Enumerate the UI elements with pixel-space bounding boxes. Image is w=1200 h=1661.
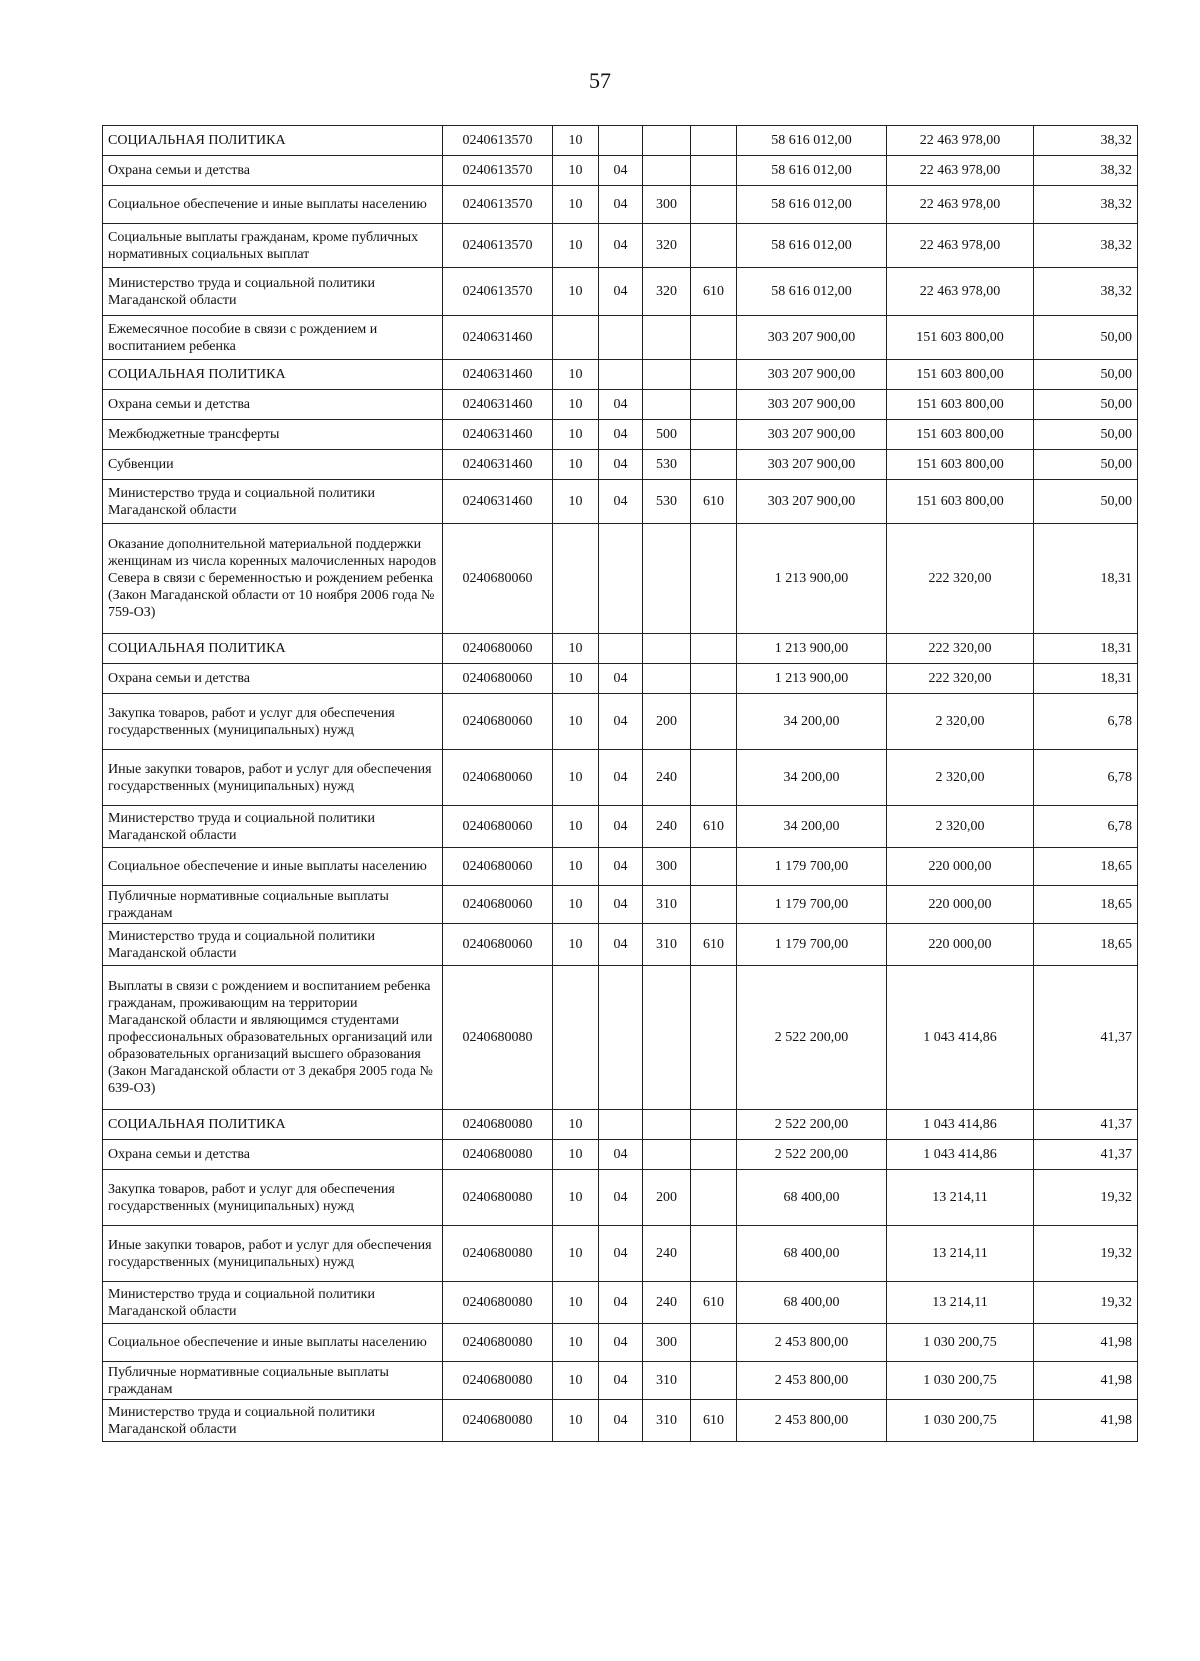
row-expense-type: 240 xyxy=(643,750,691,806)
row-plan-amount: 2 453 800,00 xyxy=(737,1362,887,1400)
row-percent: 38,32 xyxy=(1034,156,1138,186)
row-actual-amount: 1 030 200,75 xyxy=(887,1362,1034,1400)
row-org-code xyxy=(691,634,737,664)
row-subsection: 04 xyxy=(599,1170,643,1226)
row-actual-amount: 151 603 800,00 xyxy=(887,450,1034,480)
row-org-code xyxy=(691,694,737,750)
row-section: 10 xyxy=(553,1362,599,1400)
row-name: СОЦИАЛЬНАЯ ПОЛИТИКА xyxy=(103,126,443,156)
table-row xyxy=(103,360,1138,390)
row-plan-amount: 58 616 012,00 xyxy=(737,268,887,316)
table-row xyxy=(103,694,1138,750)
row-expense-type xyxy=(643,664,691,694)
row-subsection: 04 xyxy=(599,848,643,886)
row-expense-type: 320 xyxy=(643,224,691,268)
table-row xyxy=(103,1282,1138,1324)
row-org-code xyxy=(691,420,737,450)
row-name: Охрана семьи и детства xyxy=(103,390,443,420)
row-subsection: 04 xyxy=(599,806,643,848)
row-subsection: 04 xyxy=(599,1400,643,1442)
row-subsection: 04 xyxy=(599,1324,643,1362)
table-row xyxy=(103,390,1138,420)
row-name: Закупка товаров, работ и услуг для обеспечения государственных (муниципальных) нужд xyxy=(103,694,443,750)
row-name: Министерство труда и социальной политики Магаданской области xyxy=(103,480,443,524)
row-target-code: 0240680060 xyxy=(443,664,553,694)
row-section: 10 xyxy=(553,1226,599,1282)
row-org-code: 610 xyxy=(691,924,737,966)
row-subsection xyxy=(599,524,643,634)
row-actual-amount: 1 043 414,86 xyxy=(887,966,1034,1110)
row-expense-type: 240 xyxy=(643,1226,691,1282)
row-plan-amount: 68 400,00 xyxy=(737,1282,887,1324)
row-plan-amount: 68 400,00 xyxy=(737,1226,887,1282)
row-plan-amount: 68 400,00 xyxy=(737,1170,887,1226)
row-actual-amount: 13 214,11 xyxy=(887,1282,1034,1324)
row-section: 10 xyxy=(553,156,599,186)
table-row xyxy=(103,1324,1138,1362)
row-name: Социальное обеспечение и иные выплаты населению xyxy=(103,848,443,886)
row-percent: 18,31 xyxy=(1034,664,1138,694)
row-section: 10 xyxy=(553,420,599,450)
row-expense-type: 240 xyxy=(643,1282,691,1324)
row-plan-amount: 58 616 012,00 xyxy=(737,224,887,268)
row-expense-type xyxy=(643,156,691,186)
row-plan-amount: 1 179 700,00 xyxy=(737,848,887,886)
row-name: Социальное обеспечение и иные выплаты населению xyxy=(103,186,443,224)
row-subsection xyxy=(599,1110,643,1140)
row-actual-amount: 222 320,00 xyxy=(887,664,1034,694)
row-target-code: 0240631460 xyxy=(443,480,553,524)
row-name: Закупка товаров, работ и услуг для обеспечения государственных (муниципальных) нужд xyxy=(103,1170,443,1226)
table-row xyxy=(103,450,1138,480)
row-section: 10 xyxy=(553,268,599,316)
table-row xyxy=(103,420,1138,450)
table-row xyxy=(103,1110,1138,1140)
row-plan-amount: 58 616 012,00 xyxy=(737,126,887,156)
row-org-code xyxy=(691,1362,737,1400)
row-subsection: 04 xyxy=(599,750,643,806)
row-org-code xyxy=(691,664,737,694)
row-actual-amount: 1 030 200,75 xyxy=(887,1400,1034,1442)
row-actual-amount: 13 214,11 xyxy=(887,1170,1034,1226)
row-expense-type: 310 xyxy=(643,924,691,966)
row-actual-amount: 22 463 978,00 xyxy=(887,268,1034,316)
row-section: 10 xyxy=(553,1140,599,1170)
row-name: СОЦИАЛЬНАЯ ПОЛИТИКА xyxy=(103,634,443,664)
row-plan-amount: 2 453 800,00 xyxy=(737,1400,887,1442)
row-subsection xyxy=(599,360,643,390)
row-expense-type: 300 xyxy=(643,186,691,224)
row-target-code: 0240680060 xyxy=(443,694,553,750)
row-expense-type: 310 xyxy=(643,886,691,924)
row-expense-type: 300 xyxy=(643,1324,691,1362)
row-percent: 6,78 xyxy=(1034,806,1138,848)
row-target-code: 0240613570 xyxy=(443,156,553,186)
row-section: 10 xyxy=(553,450,599,480)
row-target-code: 0240680060 xyxy=(443,524,553,634)
row-section: 10 xyxy=(553,480,599,524)
row-org-code: 610 xyxy=(691,480,737,524)
row-subsection: 04 xyxy=(599,156,643,186)
row-percent: 41,98 xyxy=(1034,1324,1138,1362)
row-org-code xyxy=(691,224,737,268)
row-percent: 19,32 xyxy=(1034,1282,1138,1324)
row-section: 10 xyxy=(553,1282,599,1324)
row-subsection: 04 xyxy=(599,694,643,750)
row-percent: 18,65 xyxy=(1034,924,1138,966)
row-plan-amount: 1 179 700,00 xyxy=(737,924,887,966)
row-target-code: 0240613570 xyxy=(443,126,553,156)
table-row xyxy=(103,524,1138,634)
table-row xyxy=(103,1362,1138,1400)
row-name: Ежемесячное пособие в связи с рождением и воспитанием ребенка xyxy=(103,316,443,360)
row-subsection: 04 xyxy=(599,268,643,316)
row-target-code: 0240680080 xyxy=(443,1140,553,1170)
row-subsection: 04 xyxy=(599,924,643,966)
row-org-code xyxy=(691,1170,737,1226)
row-actual-amount: 1 043 414,86 xyxy=(887,1140,1034,1170)
row-section: 10 xyxy=(553,1400,599,1442)
row-expense-type xyxy=(643,524,691,634)
row-org-code xyxy=(691,1110,737,1140)
row-plan-amount: 303 207 900,00 xyxy=(737,316,887,360)
row-org-code xyxy=(691,360,737,390)
row-percent: 18,65 xyxy=(1034,848,1138,886)
row-expense-type: 500 xyxy=(643,420,691,450)
row-plan-amount: 2 522 200,00 xyxy=(737,966,887,1110)
row-org-code: 610 xyxy=(691,806,737,848)
row-percent: 41,37 xyxy=(1034,966,1138,1110)
row-org-code xyxy=(691,1324,737,1362)
row-name: Охрана семьи и детства xyxy=(103,664,443,694)
row-plan-amount: 303 207 900,00 xyxy=(737,420,887,450)
row-expense-type xyxy=(643,966,691,1110)
table-row xyxy=(103,268,1138,316)
row-section: 10 xyxy=(553,126,599,156)
row-plan-amount: 58 616 012,00 xyxy=(737,186,887,224)
row-actual-amount: 13 214,11 xyxy=(887,1226,1034,1282)
row-subsection: 04 xyxy=(599,480,643,524)
row-target-code: 0240680080 xyxy=(443,1362,553,1400)
row-name: Иные закупки товаров, работ и услуг для обеспечения государственных (муниципальных) нужд xyxy=(103,1226,443,1282)
row-expense-type: 320 xyxy=(643,268,691,316)
row-subsection: 04 xyxy=(599,886,643,924)
row-name: Оказание дополнительной материальной поддержки женщинам из числа коренных малочисленных народов Севера в связи с беременностью и рождением ребенка (Закон Магаданской области от 10 ноября 2006 года № 759-ОЗ) xyxy=(103,524,443,634)
row-expense-type xyxy=(643,360,691,390)
row-actual-amount: 151 603 800,00 xyxy=(887,480,1034,524)
row-expense-type xyxy=(643,1140,691,1170)
row-name: СОЦИАЛЬНАЯ ПОЛИТИКА xyxy=(103,360,443,390)
row-percent: 50,00 xyxy=(1034,390,1138,420)
row-org-code xyxy=(691,1140,737,1170)
row-name: Иные закупки товаров, работ и услуг для обеспечения государственных (муниципальных) нужд xyxy=(103,750,443,806)
row-percent: 41,37 xyxy=(1034,1140,1138,1170)
row-name: Социальные выплаты гражданам, кроме публичных нормативных социальных выплат xyxy=(103,224,443,268)
row-plan-amount: 303 207 900,00 xyxy=(737,450,887,480)
row-percent: 50,00 xyxy=(1034,480,1138,524)
table-row xyxy=(103,634,1138,664)
row-percent: 38,32 xyxy=(1034,186,1138,224)
row-subsection: 04 xyxy=(599,1140,643,1170)
table-row xyxy=(103,806,1138,848)
row-target-code: 0240680080 xyxy=(443,1324,553,1362)
table-row xyxy=(103,848,1138,886)
row-expense-type: 530 xyxy=(643,450,691,480)
row-target-code: 0240680060 xyxy=(443,806,553,848)
row-section xyxy=(553,966,599,1110)
row-expense-type: 240 xyxy=(643,806,691,848)
row-target-code: 0240631460 xyxy=(443,360,553,390)
row-name: Министерство труда и социальной политики Магаданской области xyxy=(103,1400,443,1442)
row-subsection: 04 xyxy=(599,450,643,480)
row-name: Министерство труда и социальной политики Магаданской области xyxy=(103,268,443,316)
row-plan-amount: 58 616 012,00 xyxy=(737,156,887,186)
row-subsection: 04 xyxy=(599,664,643,694)
row-percent: 18,31 xyxy=(1034,524,1138,634)
row-actual-amount: 220 000,00 xyxy=(887,924,1034,966)
table-row xyxy=(103,1400,1138,1442)
row-actual-amount: 151 603 800,00 xyxy=(887,316,1034,360)
table-row xyxy=(103,664,1138,694)
row-target-code: 0240680080 xyxy=(443,1170,553,1226)
row-name: Выплаты в связи с рождением и воспитанием ребенка гражданам, проживающим на территории Магаданской области и являющимся студентами профессиональных образовательных организаций или образовательных организаций высшего образования (Закон Магаданской области от 3 декабря 2005 года № 639-ОЗ) xyxy=(103,966,443,1110)
row-subsection: 04 xyxy=(599,186,643,224)
row-expense-type xyxy=(643,126,691,156)
row-target-code: 0240680080 xyxy=(443,1226,553,1282)
row-expense-type: 310 xyxy=(643,1362,691,1400)
row-percent: 38,32 xyxy=(1034,268,1138,316)
table-row xyxy=(103,924,1138,966)
row-org-code xyxy=(691,524,737,634)
row-plan-amount: 1 213 900,00 xyxy=(737,664,887,694)
row-org-code xyxy=(691,390,737,420)
row-actual-amount: 222 320,00 xyxy=(887,634,1034,664)
row-section: 10 xyxy=(553,360,599,390)
row-name: Публичные нормативные социальные выплаты гражданам xyxy=(103,886,443,924)
row-expense-type: 200 xyxy=(643,694,691,750)
row-org-code xyxy=(691,316,737,360)
table-row xyxy=(103,126,1138,156)
row-actual-amount: 151 603 800,00 xyxy=(887,390,1034,420)
row-percent: 50,00 xyxy=(1034,450,1138,480)
row-target-code: 0240613570 xyxy=(443,186,553,224)
table-row xyxy=(103,750,1138,806)
row-section: 10 xyxy=(553,634,599,664)
table-row xyxy=(103,224,1138,268)
row-org-code xyxy=(691,750,737,806)
row-plan-amount: 34 200,00 xyxy=(737,694,887,750)
row-section: 10 xyxy=(553,1110,599,1140)
row-org-code xyxy=(691,886,737,924)
row-org-code: 610 xyxy=(691,268,737,316)
row-name: Социальное обеспечение и иные выплаты населению xyxy=(103,1324,443,1362)
row-actual-amount: 220 000,00 xyxy=(887,848,1034,886)
table-row xyxy=(103,156,1138,186)
row-name: Министерство труда и социальной политики Магаданской области xyxy=(103,806,443,848)
row-actual-amount: 2 320,00 xyxy=(887,750,1034,806)
row-plan-amount: 2 522 200,00 xyxy=(737,1140,887,1170)
row-subsection xyxy=(599,316,643,360)
row-org-code xyxy=(691,1226,737,1282)
row-section: 10 xyxy=(553,750,599,806)
row-subsection: 04 xyxy=(599,1226,643,1282)
row-target-code: 0240631460 xyxy=(443,420,553,450)
row-percent: 19,32 xyxy=(1034,1226,1138,1282)
table-row xyxy=(103,480,1138,524)
row-actual-amount: 2 320,00 xyxy=(887,806,1034,848)
page-number: 57 xyxy=(589,68,611,93)
row-subsection xyxy=(599,126,643,156)
row-section: 10 xyxy=(553,1170,599,1226)
row-target-code: 0240680080 xyxy=(443,966,553,1110)
row-section xyxy=(553,316,599,360)
row-name: Охрана семьи и детства xyxy=(103,156,443,186)
table-row xyxy=(103,886,1138,924)
row-actual-amount: 222 320,00 xyxy=(887,524,1034,634)
row-expense-type: 310 xyxy=(643,1400,691,1442)
row-section: 10 xyxy=(553,924,599,966)
table-row xyxy=(103,186,1138,224)
row-name: Охрана семьи и детства xyxy=(103,1140,443,1170)
row-target-code: 0240613570 xyxy=(443,268,553,316)
row-actual-amount: 22 463 978,00 xyxy=(887,156,1034,186)
table-row xyxy=(103,316,1138,360)
row-section xyxy=(553,524,599,634)
row-plan-amount: 303 207 900,00 xyxy=(737,480,887,524)
row-percent: 6,78 xyxy=(1034,694,1138,750)
row-target-code: 0240680080 xyxy=(443,1110,553,1140)
row-section: 10 xyxy=(553,1324,599,1362)
row-expense-type xyxy=(643,634,691,664)
row-actual-amount: 22 463 978,00 xyxy=(887,224,1034,268)
row-expense-type xyxy=(643,1110,691,1140)
row-actual-amount: 151 603 800,00 xyxy=(887,420,1034,450)
row-plan-amount: 1 179 700,00 xyxy=(737,886,887,924)
row-percent: 19,32 xyxy=(1034,1170,1138,1226)
row-actual-amount: 151 603 800,00 xyxy=(887,360,1034,390)
row-name: Министерство труда и социальной политики Магаданской области xyxy=(103,1282,443,1324)
row-plan-amount: 303 207 900,00 xyxy=(737,390,887,420)
row-percent: 50,00 xyxy=(1034,420,1138,450)
row-org-code xyxy=(691,848,737,886)
row-percent: 50,00 xyxy=(1034,360,1138,390)
row-percent: 18,65 xyxy=(1034,886,1138,924)
row-plan-amount: 303 207 900,00 xyxy=(737,360,887,390)
row-percent: 38,32 xyxy=(1034,126,1138,156)
row-name: Субвенции xyxy=(103,450,443,480)
row-actual-amount: 2 320,00 xyxy=(887,694,1034,750)
row-actual-amount: 1 030 200,75 xyxy=(887,1324,1034,1362)
table-row xyxy=(103,1140,1138,1170)
row-subsection: 04 xyxy=(599,224,643,268)
row-percent: 6,78 xyxy=(1034,750,1138,806)
row-plan-amount: 34 200,00 xyxy=(737,806,887,848)
row-percent: 18,31 xyxy=(1034,634,1138,664)
row-expense-type: 530 xyxy=(643,480,691,524)
row-section: 10 xyxy=(553,694,599,750)
row-name: Публичные нормативные социальные выплаты гражданам xyxy=(103,1362,443,1400)
row-name: Министерство труда и социальной политики Магаданской области xyxy=(103,924,443,966)
row-target-code: 0240631460 xyxy=(443,450,553,480)
row-subsection xyxy=(599,966,643,1110)
row-org-code xyxy=(691,450,737,480)
row-target-code: 0240680080 xyxy=(443,1282,553,1324)
row-target-code: 0240680060 xyxy=(443,750,553,806)
row-expense-type: 200 xyxy=(643,1170,691,1226)
row-name: Межбюджетные трансферты xyxy=(103,420,443,450)
row-target-code: 0240613570 xyxy=(443,224,553,268)
row-actual-amount: 22 463 978,00 xyxy=(887,126,1034,156)
row-expense-type xyxy=(643,390,691,420)
row-target-code: 0240680060 xyxy=(443,848,553,886)
row-org-code xyxy=(691,156,737,186)
row-org-code xyxy=(691,186,737,224)
row-plan-amount: 1 213 900,00 xyxy=(737,524,887,634)
row-target-code: 0240631460 xyxy=(443,316,553,360)
row-actual-amount: 1 043 414,86 xyxy=(887,1110,1034,1140)
row-name: СОЦИАЛЬНАЯ ПОЛИТИКА xyxy=(103,1110,443,1140)
row-section: 10 xyxy=(553,186,599,224)
table-row xyxy=(103,1170,1138,1226)
row-target-code: 0240680060 xyxy=(443,634,553,664)
row-subsection xyxy=(599,634,643,664)
row-org-code xyxy=(691,966,737,1110)
row-org-code: 610 xyxy=(691,1282,737,1324)
row-target-code: 0240680080 xyxy=(443,1400,553,1442)
row-org-code: 610 xyxy=(691,1400,737,1442)
table-row xyxy=(103,1226,1138,1282)
row-target-code: 0240680060 xyxy=(443,886,553,924)
row-percent: 50,00 xyxy=(1034,316,1138,360)
row-plan-amount: 2 453 800,00 xyxy=(737,1324,887,1362)
row-percent: 41,98 xyxy=(1034,1362,1138,1400)
row-plan-amount: 34 200,00 xyxy=(737,750,887,806)
row-expense-type: 300 xyxy=(643,848,691,886)
row-section: 10 xyxy=(553,806,599,848)
row-section: 10 xyxy=(553,848,599,886)
table-row xyxy=(103,966,1138,1110)
row-subsection: 04 xyxy=(599,1282,643,1324)
row-plan-amount: 1 213 900,00 xyxy=(737,634,887,664)
row-actual-amount: 22 463 978,00 xyxy=(887,186,1034,224)
row-section: 10 xyxy=(553,886,599,924)
row-subsection: 04 xyxy=(599,390,643,420)
row-section: 10 xyxy=(553,390,599,420)
row-org-code xyxy=(691,126,737,156)
row-percent: 41,98 xyxy=(1034,1400,1138,1442)
row-plan-amount: 2 522 200,00 xyxy=(737,1110,887,1140)
row-percent: 41,37 xyxy=(1034,1110,1138,1140)
row-target-code: 0240680060 xyxy=(443,924,553,966)
row-section: 10 xyxy=(553,664,599,694)
row-subsection: 04 xyxy=(599,420,643,450)
row-actual-amount: 220 000,00 xyxy=(887,886,1034,924)
budget-table xyxy=(102,125,1138,1442)
row-percent: 38,32 xyxy=(1034,224,1138,268)
row-expense-type xyxy=(643,316,691,360)
row-section: 10 xyxy=(553,224,599,268)
row-target-code: 0240631460 xyxy=(443,390,553,420)
row-subsection: 04 xyxy=(599,1362,643,1400)
